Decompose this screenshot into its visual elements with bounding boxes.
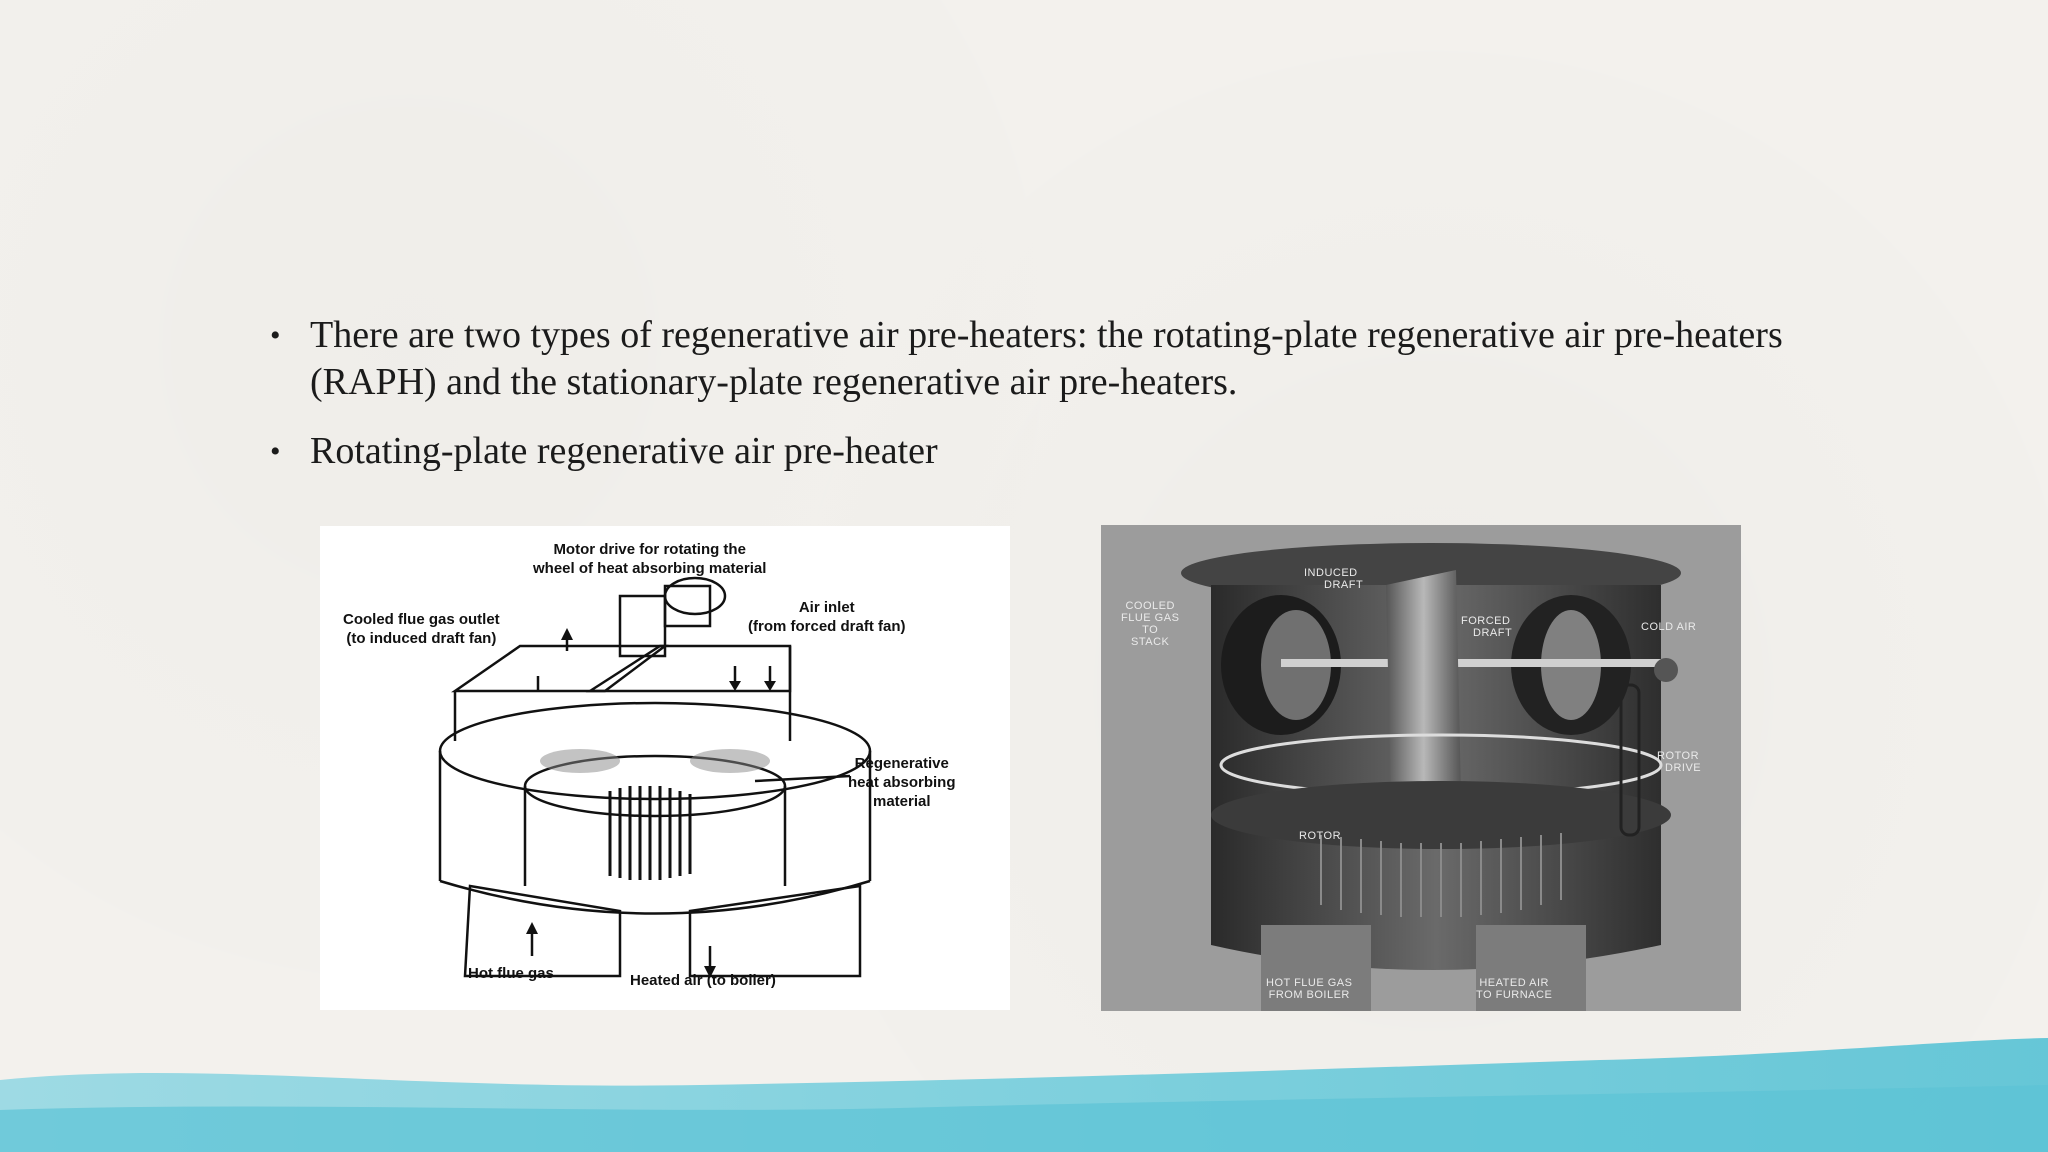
bullet-item (268, 428, 1848, 475)
label-forced-draft (1461, 615, 1512, 639)
label-cooled-line2: (to induced draft fan) (346, 630, 497, 647)
label-rotor-drive-line2: DRIVE (1665, 762, 1702, 774)
raph-cutaway-drawing (1101, 525, 1741, 1011)
label-motor-drive (533, 540, 766, 578)
label-cooled-r-line1: COOLED (1125, 600, 1175, 612)
label-cooled-flue-gas (1121, 600, 1179, 648)
bullet-list (268, 312, 1848, 497)
label-cooled-r-line2: FLUE GAS (1121, 612, 1180, 624)
label-forced-line2: DRAFT (1473, 627, 1513, 639)
bullet-text-rotating: Rotating-plate regenerative air pre-heater (310, 430, 938, 472)
label-hot-flue-gas: Hot flue gas (468, 965, 554, 982)
label-heated-air: Heated air (to boiler) (630, 972, 776, 989)
raph-cutaway-illustration (1101, 525, 1741, 1011)
label-cold-air: COLD AIR (1641, 621, 1697, 633)
label-heated-air-furnace (1476, 977, 1552, 1001)
label-air-inlet-line2: (from forced draft fan) (748, 618, 906, 635)
label-air-inlet (748, 598, 906, 636)
bullet-item (268, 312, 1848, 406)
bullet-dot: • (270, 319, 281, 352)
label-air-inlet-line1: Air inlet (798, 599, 855, 616)
label-cooled-line1: Cooled flue gas outlet (343, 611, 500, 628)
label-induced-draft (1304, 567, 1363, 591)
bullet-text-types: There are two types of regenerative air pre-heaters: the rotating-plate regenerative air pre-heaters (RAPH) and the stationary-plate regenerative air pre-heaters. (310, 314, 1783, 403)
label-rotor: ROTOR (1299, 830, 1342, 842)
label-induced-line2: DRAFT (1324, 579, 1364, 591)
label-cooled-flue (343, 610, 500, 648)
label-forced-line1: FORCED (1461, 615, 1511, 627)
label-rotor-drive-line1: ROTOR (1657, 750, 1700, 762)
label-hot-flue-r-line2: FROM BOILER (1268, 989, 1350, 1001)
watercolor-wave (0, 1000, 2048, 1152)
label-hot-flue-gas-boiler (1266, 977, 1352, 1001)
label-regen-line3: material (872, 793, 931, 810)
label-regen-line1: Regenerative (854, 755, 949, 772)
label-regen-line2: heat absorbing (848, 774, 956, 791)
label-heated-air-r-line1: HEATED AIR (1479, 977, 1549, 989)
label-hot-flue-r-line1: HOT FLUE GAS (1266, 977, 1353, 989)
label-motor-line1: Motor drive for rotating the (553, 541, 746, 558)
raph-line-diagram (320, 526, 1010, 1010)
label-rotor-drive (1657, 750, 1701, 774)
label-regenerative (848, 754, 956, 811)
label-motor-line2: wheel of heat absorbing material (533, 560, 767, 577)
label-induced-line1: INDUCED (1304, 567, 1358, 579)
bullet-dot: • (270, 435, 281, 468)
label-heated-air-r-line2: TO FURNACE (1476, 989, 1553, 1001)
label-cooled-r-line4: STACK (1131, 636, 1170, 648)
label-cooled-r-line3: TO (1142, 624, 1159, 636)
